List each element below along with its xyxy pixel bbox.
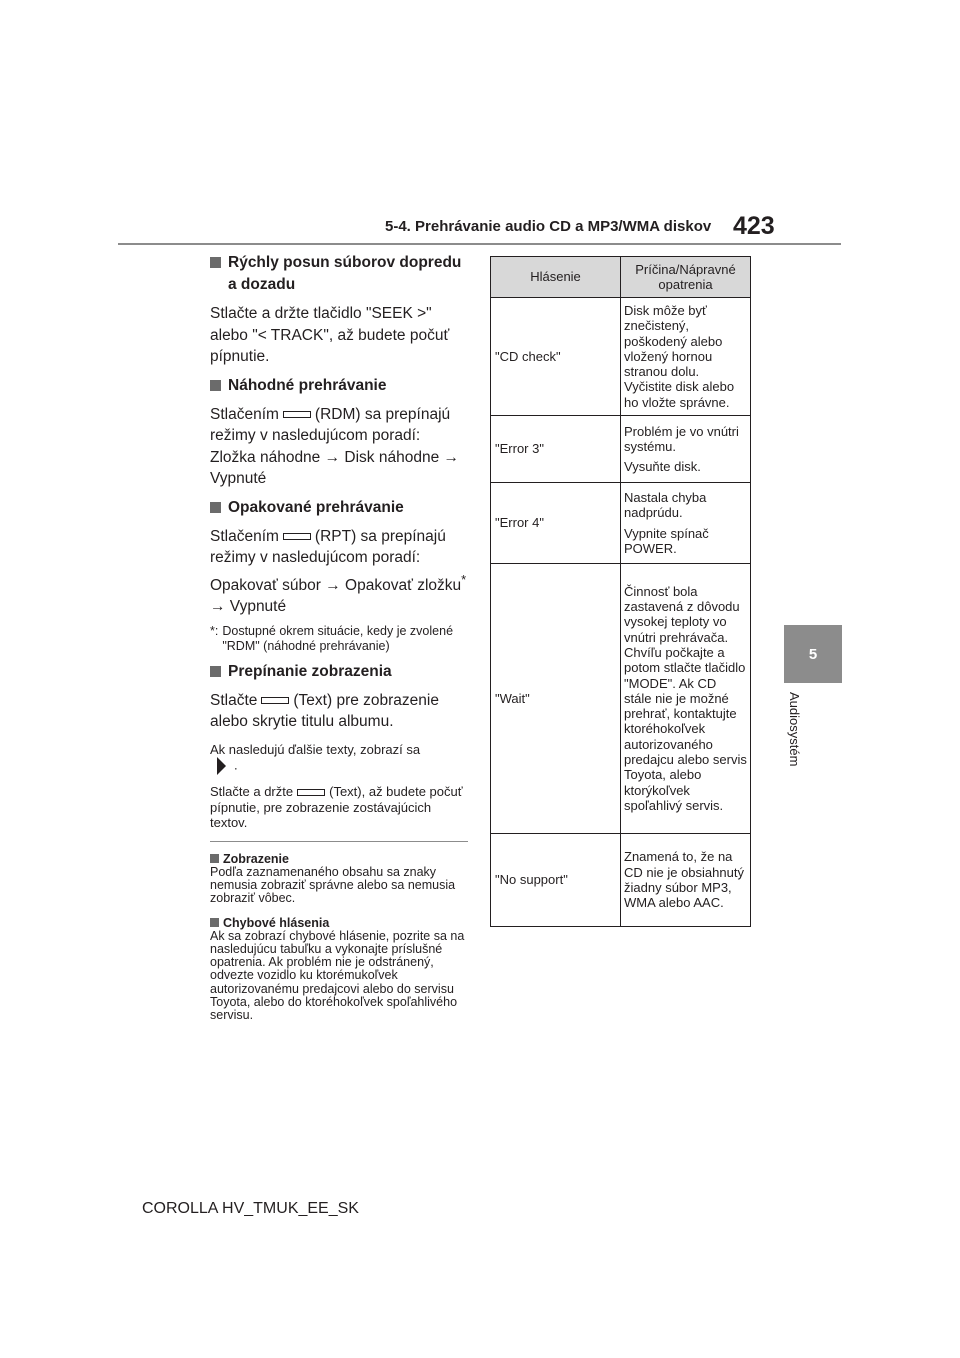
table-row	[491, 483, 751, 564]
cause-cell: Nastala chyba nadprúdu. Vypnite spínač POWER.	[621, 483, 751, 564]
bullet-square-icon	[210, 666, 221, 677]
column-header-message: Hlásenie	[491, 257, 621, 298]
section-divider	[210, 841, 468, 842]
heading-display-switch: Prepínanie zobrazenia	[210, 661, 468, 683]
paragraph-errors: Ak sa zobrazí chybové hlásenie, pozrite sa na nasledujúcu tabuľku a vykonajte príslušné opatrenia. Ak problém nie je odstránený, odvezte vozidlo ku ktorémukoľvek autorizovanému predajcovi alebo do servisu Toyota, alebo do ktoréhokoľvek spoľahlivého servisu.	[210, 928, 465, 1023]
bullet-square-icon	[210, 502, 221, 513]
text-button-icon	[261, 697, 289, 704]
table-row	[491, 564, 751, 834]
heading-random: Náhodné prehrávanie	[210, 375, 468, 397]
paragraph-fast-seek: Stlačte a držte tlačidlo "SEEK >" alebo "< TRACK", až budete počuť pípnutie.	[210, 305, 450, 365]
bullet-square-icon	[210, 854, 219, 863]
bullet-square-icon	[210, 918, 219, 927]
text-button-icon	[297, 789, 325, 796]
paragraph-display-switch: Stlačte (Text) pre zobrazenie alebo skrytie titulu albumu.	[210, 691, 439, 731]
message-cell: "Wait"	[491, 564, 621, 834]
table-row	[491, 834, 751, 927]
heading-fast-seek: Rýchly posun súborov dopredu a dozadu	[210, 252, 468, 296]
footer-model: COROLLA HV_TMUK_EE_SK	[142, 1200, 359, 1217]
table-row	[491, 298, 751, 416]
section-title: 5-4. Prehrávanie audio CD a MP3/WMA diskov	[385, 218, 712, 235]
cause-cell: Znamená to, že na CD nie je obsiahnutý žiadny súbor MP3, WMA alebo AAC.	[621, 834, 751, 927]
cause-cell: Činnosť bola zastavená z dôvodu vysokej teploty vo vnútri prehrávača. Chvíľu počkajte a potom stlačte tlačidlo "MODE". Ak CD stále nie je možné prehrať, kontaktujte ktoréhokoľvek autorizovaného predajcu alebo servis Toyota, alebo ktorýkoľvek spoľahlivý servis.	[621, 564, 751, 834]
bullet-square-icon	[210, 257, 221, 268]
paragraph-display: Podľa zaznamenaného obsahu sa znaky nemusia zobraziť správne alebo sa nemusia zobraziť vôbec.	[210, 864, 456, 906]
more-text-arrow-icon	[217, 757, 226, 775]
subheading-errors: Chybové hlásenia	[210, 916, 468, 930]
message-cell: "CD check"	[491, 298, 621, 416]
heading-repeat: Opakované prehrávanie	[210, 497, 468, 519]
left-column	[210, 252, 468, 1023]
chapter-label-text: Audiosystém	[787, 692, 802, 767]
rdm-button-icon	[283, 411, 311, 418]
paragraph-repeat: Stlačením (RPT) sa prepínajú režimy v nasledujúcom poradí: Opakovať súbor → Opakovať zložku* → Vypnuté	[210, 527, 467, 616]
paragraph-remaining-text: Stlačte a držte (Text), až budete počuť pípnutie, pre zobrazenie zostávajúcich textov.	[210, 784, 463, 831]
subheading-display: Zobrazenie	[210, 852, 468, 866]
message-cell: "No support"	[491, 834, 621, 927]
table-row	[491, 416, 751, 483]
rpt-button-icon	[283, 533, 311, 540]
message-cell: "Error 3"	[491, 416, 621, 483]
table-header-row	[491, 257, 751, 298]
chapter-tab: 5	[784, 625, 842, 683]
footnote: *: Dostupné okrem situácie, kedy je zvolené "RDM" (náhodné prehrávanie)	[210, 623, 454, 653]
cause-cell: Disk môže byť znečistený, poškodený alebo vložený hornou stranou dolu. Vyčistite disk alebo ho vložte správne.	[621, 298, 751, 416]
chapter-label	[780, 692, 808, 812]
column-header-cause: Príčina/Nápravné opatrenia	[621, 257, 751, 298]
page-number: 423	[733, 212, 775, 240]
paragraph-random: Stlačením (RDM) sa prepínajú režimy v nasledujúcom poradí: Zložka náhodne → Disk náhodne → Vypnuté	[210, 405, 460, 487]
message-cell: "Error 4"	[491, 483, 621, 564]
error-table	[490, 256, 751, 927]
paragraph-more-text: Ak nasledujú ďalšie texty, zobrazí sa .	[210, 742, 468, 776]
cause-cell: Problém je vo vnútri systému. Vysuňte disk.	[621, 416, 751, 483]
header-divider	[118, 243, 841, 245]
bullet-square-icon	[210, 380, 221, 391]
